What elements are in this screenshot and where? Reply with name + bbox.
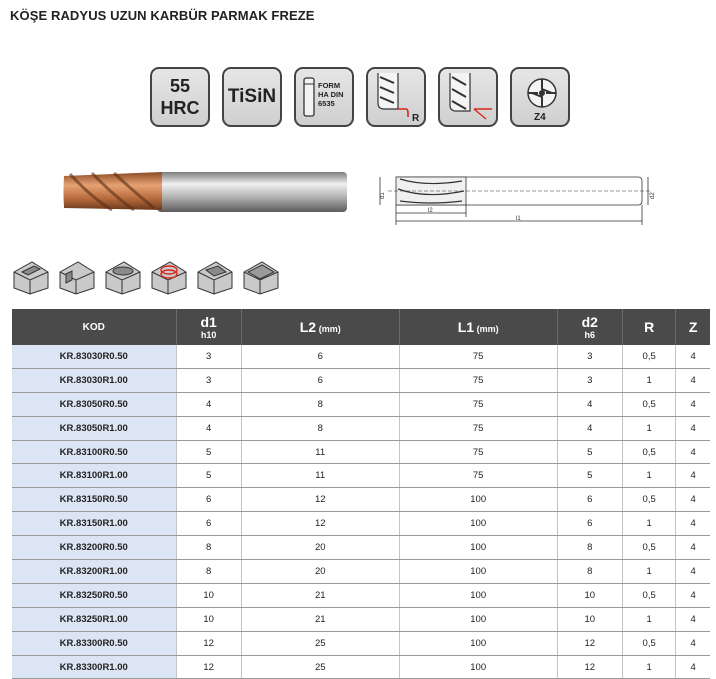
cell-kod: KR.83100R0.50	[12, 440, 176, 464]
cell-l1: 75	[399, 440, 557, 464]
cell-d1: 6	[176, 512, 241, 536]
cell-kod: KR.83200R1.00	[12, 560, 176, 584]
cell-r: 0,5	[622, 536, 675, 560]
cell-l2: 8	[241, 416, 399, 440]
table-row	[12, 583, 710, 607]
cell-l1: 75	[399, 464, 557, 488]
cell-l1: 75	[399, 345, 557, 368]
table-row	[12, 464, 710, 488]
cell-d1: 10	[176, 583, 241, 607]
table-row	[12, 631, 710, 655]
cell-d2: 10	[557, 583, 622, 607]
cell-z: 4	[676, 583, 710, 607]
drawing-l2-label: l2	[428, 208, 433, 214]
cell-d2: 5	[557, 464, 622, 488]
header-r: R	[622, 309, 675, 345]
header-d2: d2 h6	[557, 309, 622, 345]
cell-l1: 100	[399, 631, 557, 655]
hardness-unit: HRC	[160, 98, 200, 118]
cell-r: 1	[622, 607, 675, 631]
cell-l1: 100	[399, 583, 557, 607]
table-row	[12, 655, 710, 679]
cell-kod: KR.83030R0.50	[12, 345, 176, 368]
cell-z: 4	[676, 345, 710, 368]
table-header-row	[12, 309, 710, 345]
cell-l2: 11	[241, 464, 399, 488]
cell-r: 0,5	[622, 392, 675, 416]
cell-l2: 12	[241, 512, 399, 536]
cell-kod: KR.83300R1.00	[12, 655, 176, 679]
header-l1: L1 (mm)	[399, 309, 557, 345]
cell-l2: 6	[241, 368, 399, 392]
cell-l2: 20	[241, 560, 399, 584]
helical-milling-icon	[150, 258, 188, 296]
cell-l2: 21	[241, 583, 399, 607]
table-row	[12, 345, 710, 368]
cell-l2: 21	[241, 607, 399, 631]
cell-l1: 100	[399, 512, 557, 536]
radius-label: R	[412, 113, 420, 124]
cell-l2: 20	[241, 536, 399, 560]
cell-r: 0,5	[622, 631, 675, 655]
cell-r: 1	[622, 368, 675, 392]
cell-d1: 3	[176, 368, 241, 392]
cell-kod: KR.83050R1.00	[12, 416, 176, 440]
cell-l2: 6	[241, 345, 399, 368]
cell-d2: 6	[557, 512, 622, 536]
cell-d1: 10	[176, 607, 241, 631]
cell-r: 0,5	[622, 440, 675, 464]
cell-d2: 3	[557, 345, 622, 368]
table-body	[12, 345, 710, 679]
cell-kod: KR.83100R1.00	[12, 464, 176, 488]
face-milling-icon	[242, 258, 280, 296]
table-row	[12, 512, 710, 536]
pocket-milling-icon	[104, 258, 142, 296]
corner-radius-badge	[366, 67, 426, 127]
cell-d2: 10	[557, 607, 622, 631]
cell-l1: 100	[399, 488, 557, 512]
drawing-l1-label: l1	[516, 216, 521, 222]
cell-z: 4	[676, 488, 710, 512]
table-row	[12, 368, 710, 392]
cell-l2: 25	[241, 631, 399, 655]
cell-z: 4	[676, 512, 710, 536]
shoulder-milling-icon	[58, 258, 96, 296]
cell-z: 4	[676, 416, 710, 440]
cell-kod: KR.83200R0.50	[12, 536, 176, 560]
cell-d2: 12	[557, 631, 622, 655]
helix-badge	[438, 67, 498, 127]
cell-kod: KR.83250R1.00	[12, 607, 176, 631]
cell-d1: 3	[176, 345, 241, 368]
page-title: KÖŞE RADYUS UZUN KARBÜR PARMAK FREZE	[10, 8, 315, 23]
cell-z: 4	[676, 392, 710, 416]
cell-d1: 5	[176, 464, 241, 488]
cell-z: 4	[676, 655, 710, 679]
cell-r: 0,5	[622, 345, 675, 368]
plunge-milling-icon	[196, 258, 234, 296]
header-kod: KOD	[12, 309, 176, 345]
table-row	[12, 416, 710, 440]
cell-d2: 4	[557, 392, 622, 416]
cell-z: 4	[676, 631, 710, 655]
table-row	[12, 607, 710, 631]
cell-l1: 100	[399, 560, 557, 584]
cell-d1: 5	[176, 440, 241, 464]
cell-l2: 8	[241, 392, 399, 416]
shank-form-badge	[294, 67, 354, 127]
cell-kod: KR.83050R0.50	[12, 392, 176, 416]
cell-r: 0,5	[622, 583, 675, 607]
coating-label: TiSiN	[227, 86, 277, 107]
table-row	[12, 536, 710, 560]
table-row	[12, 392, 710, 416]
technical-drawing	[376, 165, 656, 227]
cell-l1: 100	[399, 655, 557, 679]
cell-kod: KR.83300R0.50	[12, 631, 176, 655]
cell-d1: 8	[176, 560, 241, 584]
cell-d2: 4	[557, 416, 622, 440]
hardness-badge	[150, 67, 210, 127]
cell-l1: 75	[399, 368, 557, 392]
cell-r: 1	[622, 560, 675, 584]
cell-r: 1	[622, 416, 675, 440]
cell-kod: KR.83150R1.00	[12, 512, 176, 536]
form-text: FORM HA DIN 6535	[318, 81, 344, 108]
cell-l2: 11	[241, 440, 399, 464]
helix-angle-icon	[440, 69, 500, 129]
cell-z: 4	[676, 536, 710, 560]
cell-d2: 6	[557, 488, 622, 512]
cell-d1: 4	[176, 392, 241, 416]
cell-z: 4	[676, 607, 710, 631]
cell-d2: 8	[557, 536, 622, 560]
cell-d1: 8	[176, 536, 241, 560]
cell-l1: 75	[399, 392, 557, 416]
cell-r: 1	[622, 464, 675, 488]
flutes-badge	[510, 67, 570, 127]
cell-z: 4	[676, 464, 710, 488]
cell-d2: 12	[557, 655, 622, 679]
header-l2: L2 (mm)	[241, 309, 399, 345]
cell-kod: KR.83250R0.50	[12, 583, 176, 607]
cell-d2: 3	[557, 368, 622, 392]
table-row	[12, 488, 710, 512]
cell-r: 1	[622, 655, 675, 679]
drawing-d2-label: d2	[650, 192, 656, 199]
cell-z: 4	[676, 440, 710, 464]
cell-l1: 75	[399, 416, 557, 440]
cell-d2: 8	[557, 560, 622, 584]
cell-d1: 6	[176, 488, 241, 512]
cell-d2: 5	[557, 440, 622, 464]
cell-d1: 4	[176, 416, 241, 440]
cell-d1: 12	[176, 655, 241, 679]
cell-r: 0,5	[622, 488, 675, 512]
cell-l2: 25	[241, 655, 399, 679]
table-row	[12, 560, 710, 584]
hardness-value: 55	[169, 76, 191, 96]
cell-r: 1	[622, 512, 675, 536]
cell-l1: 100	[399, 536, 557, 560]
cell-kod: KR.83150R0.50	[12, 488, 176, 512]
cell-z: 4	[676, 368, 710, 392]
end-mill-photo	[62, 168, 352, 220]
slot-milling-icon	[12, 258, 50, 296]
spec-table	[12, 309, 710, 679]
header-d1: d1 h10	[176, 309, 241, 345]
table-row	[12, 440, 710, 464]
coating-badge	[222, 67, 282, 127]
cell-l1: 100	[399, 607, 557, 631]
flutes-label: Z4	[534, 112, 546, 123]
header-z: Z	[676, 309, 710, 345]
cell-l2: 12	[241, 488, 399, 512]
cell-kod: KR.83030R1.00	[12, 368, 176, 392]
drawing-d1-label: d1	[380, 192, 386, 199]
cell-z: 4	[676, 560, 710, 584]
cell-d1: 12	[176, 631, 241, 655]
